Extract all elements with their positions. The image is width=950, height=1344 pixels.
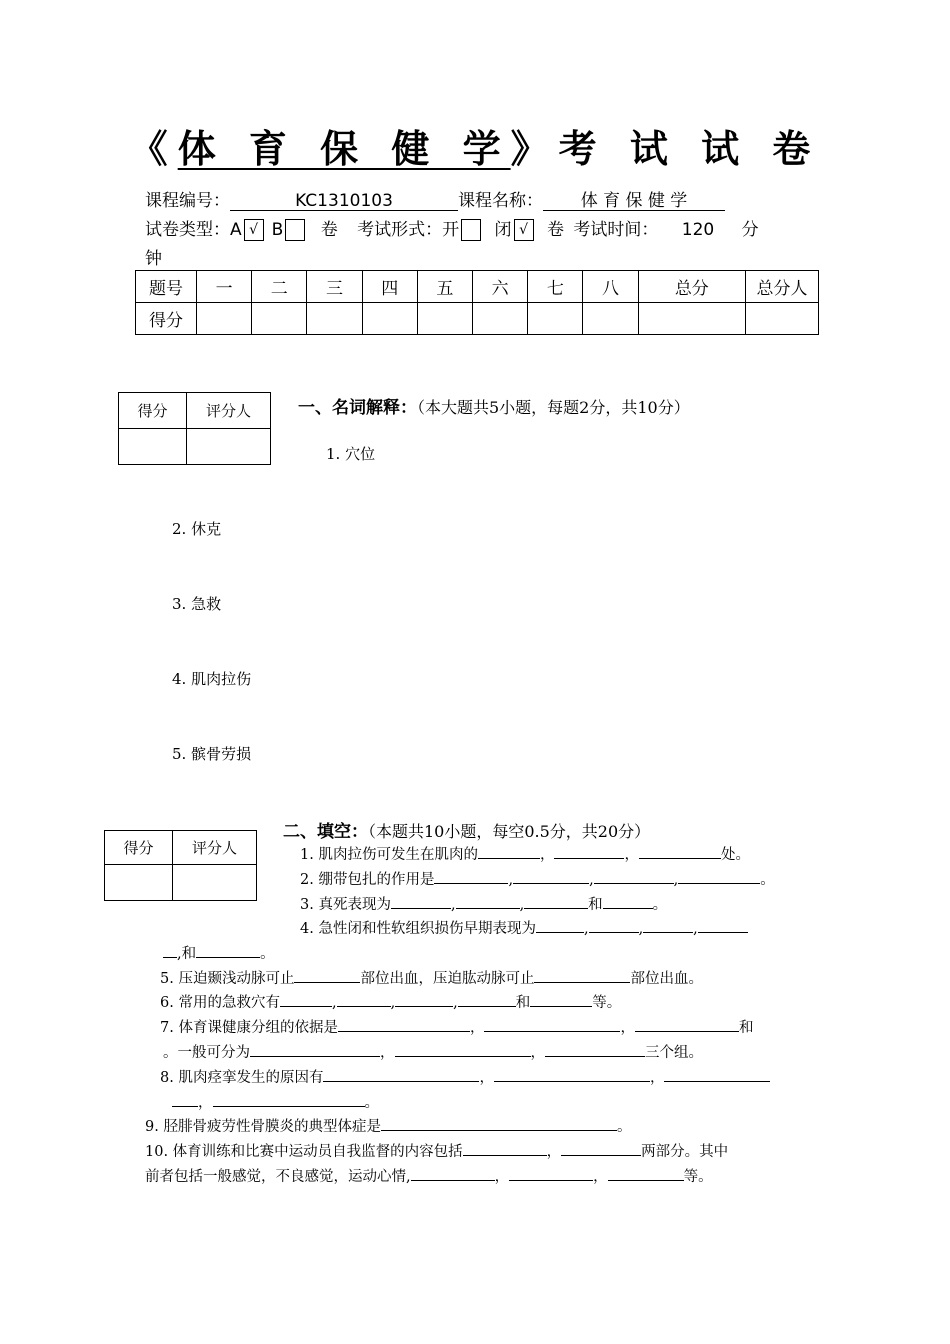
score-cell[interactable] bbox=[307, 303, 362, 335]
grader-name-label: 评分人 bbox=[187, 393, 271, 429]
score-cell[interactable] bbox=[252, 303, 307, 335]
fill-question-3: 3. 真死表现为 , , 和 。 bbox=[300, 893, 667, 914]
section1-item: 3. 急救 bbox=[172, 595, 222, 613]
header-cell: 三 bbox=[307, 271, 362, 303]
grader-name-cell[interactable] bbox=[173, 865, 257, 901]
header-cell: 六 bbox=[473, 271, 528, 303]
fill-question-7: 7. 体育课健康分组的依据是 ， ， 和 bbox=[160, 1016, 753, 1037]
section1-item: 5. 髌骨劳损 bbox=[172, 745, 252, 763]
fill-question-10: 10. 体育训练和比赛中运动员自我监督的内容包括 ， 两部分。其中 bbox=[145, 1140, 728, 1161]
course-name-field[interactable]: 体 育 保 健 学 bbox=[543, 192, 725, 211]
type-b-checkbox[interactable] bbox=[285, 219, 305, 241]
header-cell: 五 bbox=[417, 271, 472, 303]
header-cell: 一 bbox=[197, 271, 252, 303]
closed-book-checkbox[interactable]: √ bbox=[514, 219, 534, 241]
fill-question-2: 2. 绷带包扎的作用是 , , , 。 bbox=[300, 868, 775, 889]
open-book-checkbox[interactable] bbox=[461, 219, 481, 241]
header-cell: 总分人 bbox=[746, 271, 819, 303]
fill-question-6: 6. 常用的急救穴有 , , , 和 等。 bbox=[160, 991, 621, 1012]
exam-time-unit-wrap: 钟 bbox=[145, 249, 162, 269]
fill-question-9: 9. 胫腓骨疲劳性骨膜炎的典型体症是 。 bbox=[145, 1115, 631, 1136]
score-cell[interactable] bbox=[583, 303, 638, 335]
page-title: 《体 育 保 健 学》考 试 试 卷 bbox=[129, 127, 821, 171]
grader-name-cell[interactable] bbox=[187, 429, 271, 465]
exam-time-value: 120 bbox=[681, 220, 715, 240]
fill-question-1: 1. 肌肉拉伤可发生在肌肉的 ， ， 处。 bbox=[300, 843, 750, 864]
header-cell: 四 bbox=[362, 271, 417, 303]
juan-label-1: 卷 bbox=[320, 220, 338, 240]
score-row-label: 得分 bbox=[136, 303, 197, 335]
fill-question-8-cont: ， 。 bbox=[172, 1091, 379, 1112]
exam-time-unit: 分 bbox=[741, 220, 759, 240]
closed-book-label: 闭 bbox=[494, 220, 512, 240]
type-a-checkbox[interactable]: √ bbox=[244, 219, 264, 241]
course-info-line bbox=[145, 186, 725, 211]
section1-item: 1. 穴位 bbox=[326, 445, 376, 463]
score-table-header-row bbox=[136, 271, 819, 303]
section1-heading: 一、名词解释：（本大题共5小题，每题2分，共10分） bbox=[298, 398, 690, 418]
grader-score-label: 得分 bbox=[105, 831, 173, 865]
grader-box-2 bbox=[104, 830, 257, 901]
score-cell[interactable] bbox=[473, 303, 528, 335]
grader-score-cell[interactable] bbox=[119, 429, 187, 465]
course-code-label: 课程编号： bbox=[145, 191, 230, 211]
course-name-label: 课程名称： bbox=[458, 191, 543, 211]
fill-question-10-cont: 前者包括一般感觉，不良感觉，运动心情, ， ， 等。 bbox=[145, 1165, 713, 1186]
score-cell[interactable] bbox=[362, 303, 417, 335]
score-cell[interactable] bbox=[746, 303, 819, 335]
fill-question-5: 5. 压迫颞浅动脉可止 部位出血，压迫肱动脉可止 部位出血。 bbox=[160, 967, 703, 988]
score-table-score-row bbox=[136, 303, 819, 335]
header-cell: 题号 bbox=[136, 271, 197, 303]
section1-item: 2. 休克 bbox=[172, 520, 222, 538]
fill-question-4: 4. 急性闭和性软组织损伤早期表现为 , , , bbox=[300, 917, 748, 938]
exam-form-label: 考试形式：开 bbox=[357, 220, 460, 240]
grader-score-label: 得分 bbox=[119, 393, 187, 429]
type-b-label: B bbox=[271, 220, 284, 240]
exam-time-label: 考试时间： bbox=[573, 220, 659, 240]
score-cell[interactable] bbox=[197, 303, 252, 335]
grader-name-label: 评分人 bbox=[173, 831, 257, 865]
juan-label-2: 卷 bbox=[546, 220, 564, 240]
header-cell: 二 bbox=[252, 271, 307, 303]
exam-type-label: 试卷类型：A bbox=[145, 220, 242, 240]
header-cell: 七 bbox=[528, 271, 583, 303]
header-cell: 八 bbox=[583, 271, 638, 303]
fill-question-7-cont: 。一般可分为 ， ， 三个组。 bbox=[163, 1041, 703, 1062]
score-table bbox=[135, 270, 819, 335]
section2-heading: 二、填空：（本题共10小题，每空0.5分，共20分） bbox=[283, 822, 651, 842]
course-code-field[interactable]: KC1310103 bbox=[230, 192, 458, 211]
header-cell: 总分 bbox=[638, 271, 745, 303]
fill-question-4-cont: ,和 。 bbox=[163, 942, 275, 963]
section1-item: 4. 肌肉拉伤 bbox=[172, 670, 252, 688]
score-cell[interactable] bbox=[528, 303, 583, 335]
score-cell[interactable] bbox=[638, 303, 745, 335]
score-cell[interactable] bbox=[417, 303, 472, 335]
grader-box-1 bbox=[118, 392, 271, 465]
grader-score-cell[interactable] bbox=[105, 865, 173, 901]
fill-question-8: 8. 肌肉痉挛发生的原因有 ， ， bbox=[160, 1066, 770, 1087]
exam-info-line bbox=[145, 215, 759, 241]
